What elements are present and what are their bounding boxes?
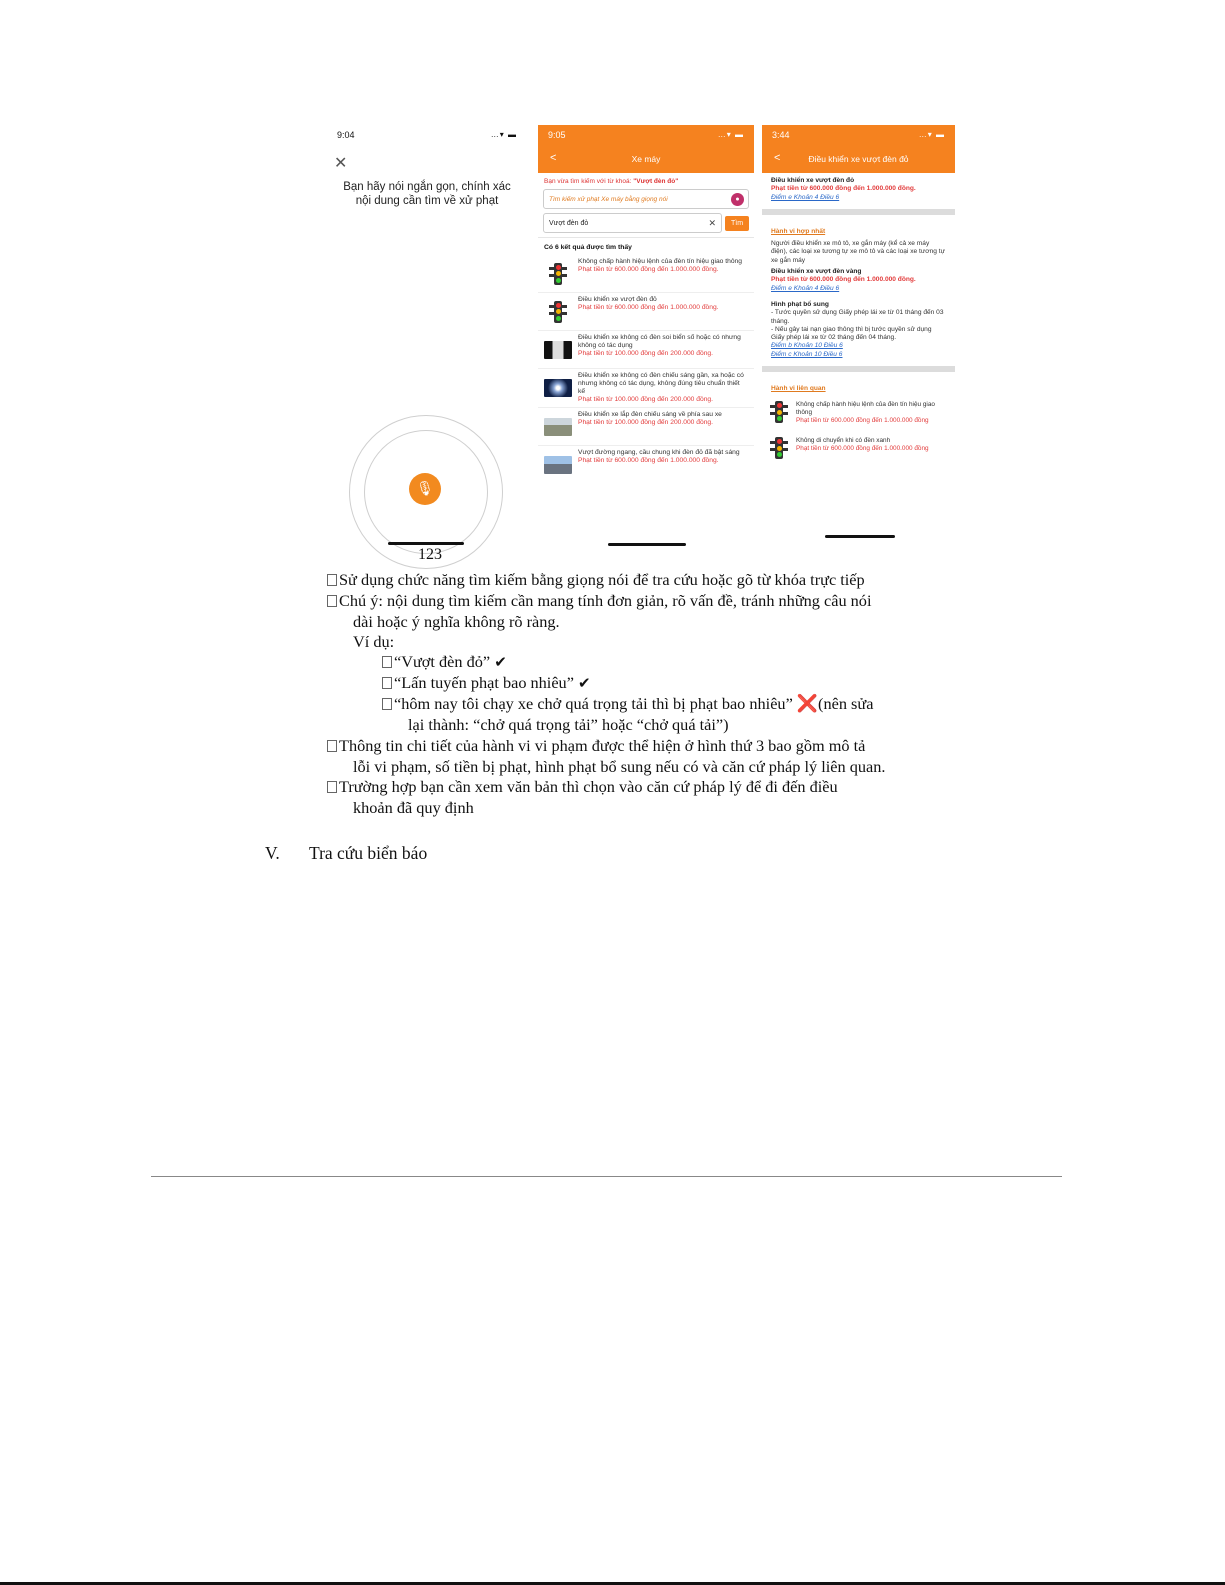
- bullet-note-cont: dài hoặc ý nghĩa không rõ ràng.: [353, 612, 560, 631]
- bullet-details-cont: lỗi vi phạm, số tiền bị phạt, hình phạt bổ sung nếu có và căn cứ pháp lý liên quan.: [353, 757, 886, 776]
- bullet-box: [382, 677, 392, 689]
- status-time: 9:04: [337, 130, 355, 140]
- search-keyword-hint: [538, 173, 754, 187]
- result-title: Điều khiển xe vượt đèn đỏ: [578, 296, 657, 303]
- check-icon: ✔: [494, 653, 507, 671]
- violation-detail-screen: [762, 125, 955, 541]
- bullet-box: [327, 740, 337, 752]
- violation-summary: [762, 173, 955, 206]
- bullet-text: Trường hợp bạn cần xem văn bản thì chọn vào căn cứ pháp lý để đi đến điều: [339, 777, 838, 796]
- status-icons: …▾ ▬: [717, 130, 744, 139]
- voice-prompt: [327, 180, 527, 208]
- voice-search-placeholder: Tìm kiếm xử phạt Xe máy bằng giọng nói: [549, 196, 668, 203]
- rear-light-image: [544, 411, 572, 442]
- bullet-voice-search: [327, 570, 865, 591]
- result-item[interactable]: [538, 446, 754, 484]
- example-text: “Vượt đèn đỏ”: [394, 652, 491, 671]
- result-item[interactable]: [538, 293, 754, 331]
- search-input[interactable]: [543, 213, 722, 233]
- related-heading: Hành vi liên quan: [771, 385, 826, 393]
- traffic-light-icon: [768, 401, 790, 429]
- example-3: [382, 694, 873, 715]
- hint-keyword: "Vượt đèn đỏ": [633, 178, 679, 185]
- example-note: (nên sửa: [818, 694, 874, 713]
- header-bar: [762, 125, 955, 173]
- violation-fine: Phạt tiền từ 600.000 đồng đến 1.000.000 đồng.: [771, 185, 916, 193]
- home-indicator: [608, 543, 686, 546]
- related-title: Không di chuyển khi có đèn xanh: [796, 437, 891, 445]
- screen-title: Điều khiển xe vượt đèn đỏ: [808, 154, 909, 164]
- bullet-box: [382, 656, 392, 668]
- violation-name: Điều khiển xe vượt đèn đỏ: [771, 177, 855, 184]
- microphone-button[interactable]: [409, 473, 441, 505]
- status-time: 3:44: [772, 130, 790, 140]
- related-fine: Phạt tiền từ 600.000 đồng đến 1.000.000 đồng: [796, 445, 929, 453]
- result-item[interactable]: [538, 408, 754, 446]
- extra-penalty-1: - Tước quyền sử dụng Giấy phép lái xe từ 01 tháng đến 03 tháng.: [771, 309, 944, 325]
- section-divider: [762, 366, 955, 372]
- clear-icon[interactable]: ✕: [708, 218, 716, 228]
- legal-section: [762, 218, 955, 363]
- cross-icon: ❌: [796, 694, 819, 714]
- result-title: Điều khiển xe không có đèn soi biển số hoặc có nhưng không có tác dụng: [578, 334, 741, 349]
- voice-prompt-line-2: nội dung cần tìm về xử phạt: [355, 195, 499, 207]
- result-title: Điều khiển xe lắp đèn chiếu sáng về phía sau xe: [578, 411, 722, 418]
- voice-search-screen: [327, 125, 527, 555]
- related-section: [762, 375, 955, 393]
- example-1: [382, 652, 507, 673]
- status-time: 9:05: [548, 130, 566, 140]
- status-bar: [762, 125, 955, 143]
- bullet-text: Chú ý: nội dung tìm kiếm cần mang tính đơn giản, rõ vấn đề, tránh những câu nói: [339, 591, 872, 610]
- result-fine: Phạt tiền từ 600.000 đồng đến 1.000.000 đồng.: [578, 304, 719, 311]
- header-bar: [538, 125, 754, 173]
- example-label: Ví dụ:: [353, 632, 395, 651]
- bullet-box: [327, 781, 337, 793]
- home-indicator: [388, 542, 464, 545]
- bullet-box: [382, 698, 392, 710]
- voice-search-field[interactable]: [543, 189, 749, 209]
- result-title: Không chấp hành hiệu lệnh của đèn tín hiệu giao thông: [578, 258, 742, 265]
- legal-description: Người điều khiển xe mô tô, xe gắn máy (kể cả xe máy điện), các loại xe tương tự xe mô tô và các loại xe tương tự xe gắn máy: [771, 240, 946, 264]
- related-title: Không chấp hành hiệu lệnh của đèn tín hiệu giao thông: [796, 401, 935, 417]
- related-item[interactable]: [762, 433, 955, 469]
- result-item[interactable]: [538, 369, 754, 408]
- result-count: Có 6 kết quả được tìm thấy: [538, 237, 754, 255]
- search-row: [543, 213, 749, 233]
- microphone-icon: 🎙: [416, 481, 434, 497]
- bullet-details: [327, 736, 865, 757]
- screen-title: Xe máy: [631, 154, 661, 164]
- check-icon: ✔: [578, 674, 591, 692]
- back-icon[interactable]: <: [550, 152, 557, 164]
- search-results-screen: [538, 125, 754, 548]
- figure-number: 123: [418, 546, 442, 563]
- related-fine: Phạt tiền từ 600.000 đồng đến 1.000.000 đồng: [796, 417, 929, 425]
- status-icons: …▾ ▬: [490, 130, 517, 139]
- legal-link[interactable]: Điểm e Khoản 4 Điều 6: [771, 284, 840, 292]
- bullet-text: Sử dụng chức năng tìm kiếm bằng giọng nói để tra cứu hoặc gõ từ khóa trực tiếp: [339, 570, 865, 589]
- legal-fine: Phạt tiền từ 600.000 đồng đến 1.000.000 đồng.: [771, 276, 916, 284]
- bullet-note: [327, 591, 871, 612]
- result-fine: Phạt tiền từ 600.000 đồng đến 1.000.000 đồng.: [578, 266, 719, 273]
- result-fine: Phạt tiền từ 100.000 đồng đến 200.000 đồng.: [578, 419, 713, 426]
- extra-link-2[interactable]: Điểm c Khoản 10 Điều 6: [771, 350, 843, 358]
- traffic-light-icon: [544, 296, 572, 327]
- example-2: [382, 673, 591, 694]
- hint-prefix: Bạn vừa tìm kiếm với từ khoá:: [544, 178, 634, 185]
- extra-link-1[interactable]: Điểm b Khoản 10 Điều 6: [771, 342, 843, 350]
- traffic-light-icon: [768, 437, 790, 465]
- section-number: V.: [265, 843, 280, 863]
- bullet-box: [327, 574, 337, 586]
- example-text: “hôm nay tôi chạy xe chở quá trọng tải thì bị phạt bao nhiêu”: [394, 694, 793, 713]
- search-button[interactable]: Tìm: [725, 216, 749, 231]
- back-icon[interactable]: <: [774, 152, 781, 164]
- result-fine: Phạt tiền từ 100.000 đồng đến 200.000 đồng.: [578, 350, 713, 357]
- status-bar: [327, 125, 527, 143]
- example-text: “Lấn tuyến phạt bao nhiêu”: [394, 673, 574, 692]
- result-title: Điều khiển xe không có đèn chiếu sáng gần, xa hoặc có nhưng không có tác dụng, không đúng tiêu chuẩn thiết kế: [578, 372, 744, 395]
- search-input-value: Vượt đèn đỏ: [549, 220, 589, 227]
- extra-penalty-2: - Nếu gây tai nạn giao thông thì bị tước quyền sử dụng Giấy phép lái xe từ 02 tháng đến 04 tháng.: [771, 325, 932, 342]
- traffic-light-icon: [544, 258, 572, 289]
- extra-penalty-heading: Hình phạt bổ sung: [771, 300, 829, 308]
- microphone-icon[interactable]: ●: [731, 193, 744, 206]
- result-item[interactable]: [538, 331, 754, 369]
- section-divider: [762, 209, 955, 215]
- close-icon[interactable]: ✕: [334, 155, 348, 172]
- headlight-image: [544, 372, 572, 404]
- result-fine: Phạt tiền từ 100.000 đồng đến 200.000 đồng.: [578, 396, 713, 403]
- section-title: Tra cứu biển báo: [309, 843, 428, 863]
- home-indicator: [825, 535, 895, 538]
- status-bar: [538, 125, 754, 143]
- result-fine: Phạt tiền từ 600.000 đồng đến 1.000.000 đồng.: [578, 457, 719, 464]
- bullet-legal: [327, 777, 838, 798]
- voice-prompt-line-1: Bạn hãy nói ngắn gọn, chính xác: [343, 181, 511, 193]
- bullet-box: [327, 595, 337, 607]
- result-item[interactable]: [538, 255, 754, 293]
- license-plate-light-image: [544, 334, 572, 365]
- result-title: Vượt đường ngang, cầu chung khi đèn đỏ đã bật sáng: [578, 449, 740, 456]
- footer-rule: [151, 1176, 1062, 1177]
- bullet-text: Thông tin chi tiết của hành vi vi phạm được thể hiện ở hình thứ 3 bao gồm mô tả: [339, 736, 866, 755]
- example-3-cont: lại thành: “chở quá trọng tải” hoặc “chở quá tải”): [408, 715, 729, 734]
- legal-violation: Điều khiển xe vượt đèn vàng: [771, 268, 862, 276]
- status-icons: …▾ ▬: [918, 130, 945, 139]
- legal-heading: Hành vi hợp nhất: [771, 227, 826, 235]
- law-link[interactable]: Điểm e Khoản 4 Điều 6: [771, 193, 840, 201]
- bullet-legal-cont: khoản đã quy định: [353, 798, 474, 817]
- railway-crossing-image: [544, 449, 572, 481]
- related-item[interactable]: [762, 397, 955, 433]
